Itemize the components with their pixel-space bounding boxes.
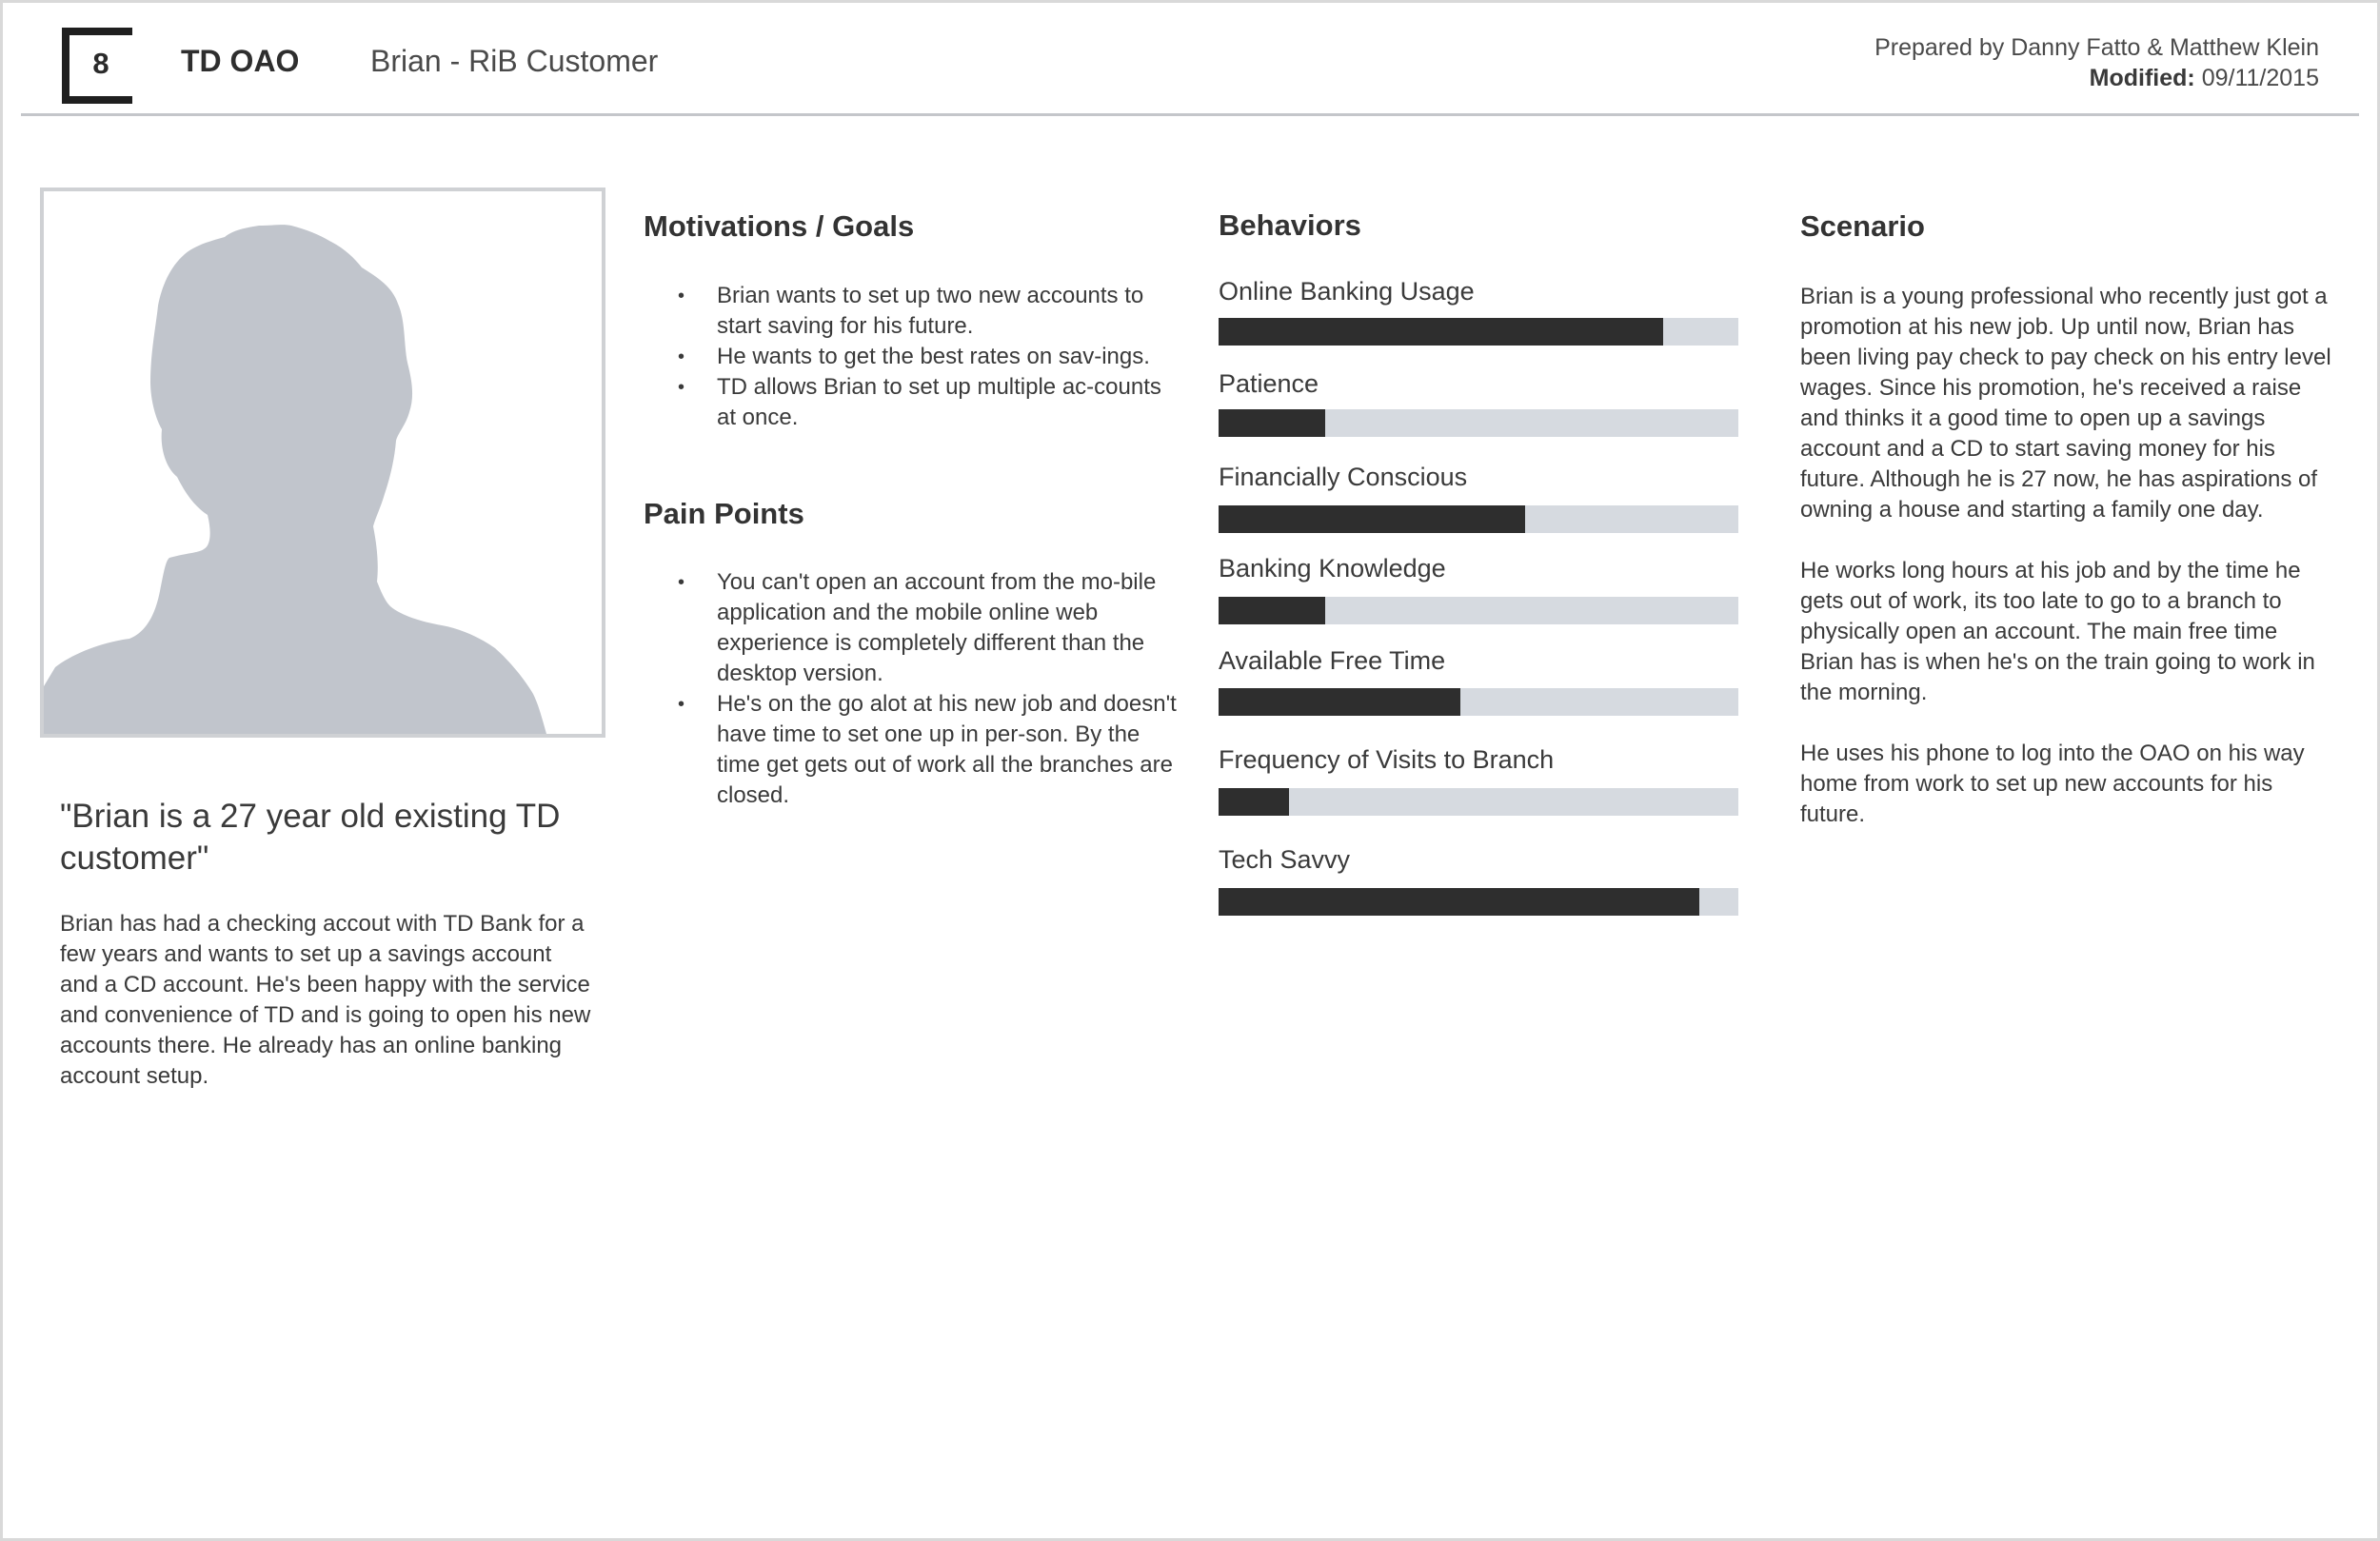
author-info <box>1874 32 2319 93</box>
page-number-badge <box>62 28 132 104</box>
behavior-bar-fill <box>1219 409 1325 437</box>
behavior-bar-fill <box>1219 888 1699 916</box>
motivations-heading: Motivations / Goals <box>644 209 915 243</box>
modified-label: Modified: <box>2089 65 2195 91</box>
persona-photo <box>40 188 605 738</box>
behavior-bar <box>1219 888 1738 916</box>
behavior-label: Tech Savvy <box>1219 845 1351 874</box>
behavior-bar-fill <box>1219 597 1325 624</box>
persona-title: Brian - RiB Customer <box>370 44 659 78</box>
header-divider <box>21 113 2359 116</box>
behavior-label: Patience <box>1219 369 1319 398</box>
prepared-by: Prepared by Danny Fatto & Matthew Klein <box>1874 34 2319 61</box>
scenario-paragraph: He uses his phone to log into the OAO on his way home from work to set up new accounts for his future. <box>1800 741 2305 827</box>
behavior-bar <box>1219 409 1738 437</box>
scenario-heading: Scenario <box>1800 209 1925 243</box>
persona-quote: "Brian is a 27 year old existing TD customer" <box>60 798 561 877</box>
behavior-label: Banking Knowledge <box>1219 554 1446 583</box>
list-item: • You can't open an account from the mo-bile application and the mobile online web experience is completely different than the desktop version. <box>644 567 1177 689</box>
behavior-bar-fill <box>1219 318 1663 346</box>
scenario-text <box>1800 282 2333 860</box>
behaviors-heading: Behaviors <box>1219 208 1361 242</box>
persona-bio: Brian has had a checking accout with TD Bank for a few years and wants to set up a savings account and a CD account. He's been happy with the service and convenience of TD and is going to open his new accounts there. He already has an online banking account setup. <box>60 911 591 1089</box>
pain-points-heading: Pain Points <box>644 497 804 530</box>
behavior-bar <box>1219 318 1738 346</box>
behavior-label: Financially Conscious <box>1219 463 1468 491</box>
list-item: • TD allows Brian to set up multiple ac-counts at once. <box>644 372 1177 433</box>
pain-points-list <box>644 567 1177 811</box>
list-item: • Brian wants to set up two new accounts to start saving for his future. <box>644 281 1177 342</box>
user-silhouette-icon <box>44 191 602 734</box>
behavior-bar <box>1219 597 1738 624</box>
behavior-label: Available Free Time <box>1219 646 1446 675</box>
page-number: 8 <box>92 47 109 80</box>
modified-line <box>1874 63 2319 93</box>
behavior-label: Online Banking Usage <box>1219 277 1475 306</box>
behavior-bar-fill <box>1219 505 1525 533</box>
list-item: • He's on the go alot at his new job and doesn't have time to set one up in per-son. By the time get gets out of work all the branches are closed. <box>644 689 1177 811</box>
list-item: • He wants to get the best rates on sav-ings. <box>644 342 1177 372</box>
behavior-bar <box>1219 788 1738 816</box>
project-title: TD OAO <box>181 44 300 78</box>
scenario-paragraph: Brian is a young professional who recently just got a promotion at his new job. Up until now, Brian has been living pay check to pay check on his entry level wages. Since his promotion, he's received a raise and thinks it a good time to open up a savings account and a CD to start saving money for his future. Although he is 27 now, he has aspirations of owning a house and starting a family one day. <box>1800 284 2331 523</box>
behavior-label: Frequency of Visits to Branch <box>1219 745 1555 774</box>
behavior-bar <box>1219 505 1738 533</box>
motivations-list <box>644 281 1177 433</box>
behavior-bar-fill <box>1219 788 1289 816</box>
behavior-bar-fill <box>1219 688 1460 716</box>
scenario-paragraph: He works long hours at his job and by the time he gets out of work, its too late to go to a branch to physically open an account. The main free time Brian has is when he's on the train going to work in the morning. <box>1800 558 2315 705</box>
modified-date: 09/11/2015 <box>2201 65 2319 91</box>
behavior-bar <box>1219 688 1738 716</box>
